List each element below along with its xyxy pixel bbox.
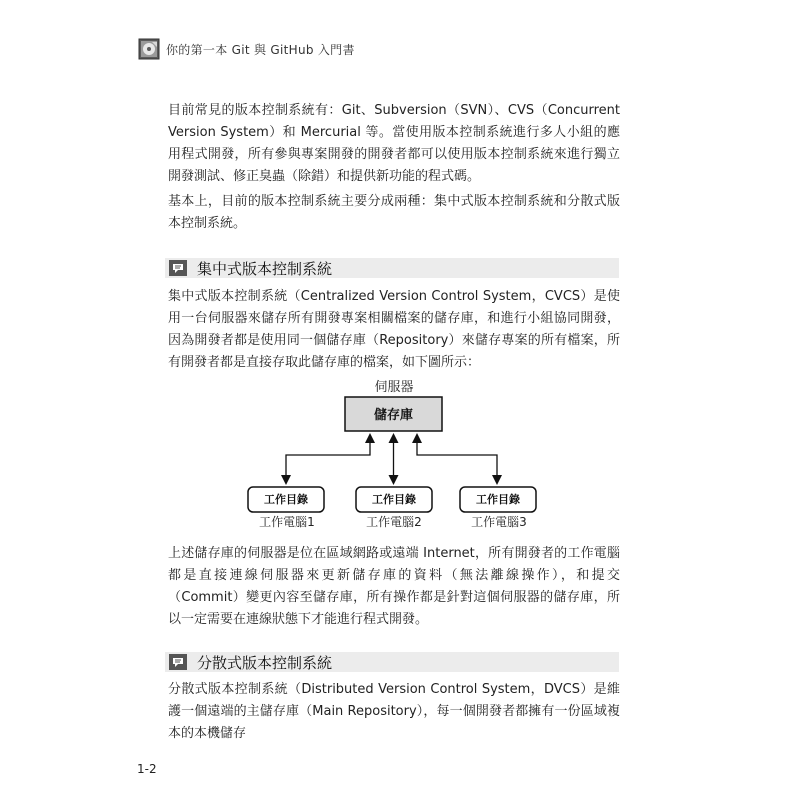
page-number: 1-2	[137, 762, 157, 776]
client-box-label: 工作目錄	[372, 493, 416, 506]
client-caption: 工作電腦3	[471, 515, 527, 529]
basic-paragraph: 基本上，目前的版本控制系統主要分成兩種：集中式版本控制系統和分散式版本控制系統。	[168, 194, 620, 231]
client-caption: 工作電腦2	[366, 515, 422, 529]
client-box-1	[248, 487, 324, 512]
client-caption: 工作電腦1	[259, 515, 315, 529]
client-box-label: 工作目錄	[476, 493, 520, 506]
speech-bubble-icon	[169, 654, 187, 670]
section-title: 集中式版本控制系統	[197, 259, 333, 278]
centralized-paragraph: 集中式版本控制系統（Centralized Version Control System，CVCS）是使用一台伺服器來儲存所有開發專案相關檔案的儲存庫，和進行小組協同開發，因為開發者都是使用同一個儲存庫（Repository）來儲存專案的所有檔案，所有開發者都是直接存取此儲存庫的檔案，如下圖所示：	[168, 289, 620, 370]
repository-box	[345, 397, 442, 431]
connector-right	[417, 438, 497, 480]
client-box-2	[356, 487, 432, 512]
connector-left	[286, 438, 370, 480]
repository-explanation-paragraph: 上述儲存庫的伺服器是位在區域網路或遠端 Internet，所有開發者的工作電腦都是直接連線伺服器來更新儲存庫的資料（無法離線操作），和提交（Commit）變更內容至儲存庫，所有操作都是針對這個伺服器的儲存庫，所以一定需要在連線狀態下才能進行程式開發。	[168, 546, 620, 627]
section-header-distributed	[165, 652, 619, 672]
repository-label: 儲存庫	[373, 408, 414, 423]
intro-paragraph: 目前常見的版本控制系統有：Git、Subversion（SVN）、CVS（Concurrent Version System）和 Mercurial 等。當使用版本控制系統進行多人小組的應用程式開發，所有參與專案開發的開發者都可以使用版本控制系統來進行獨立開發測試、修正臭蟲（除錯）和提供新功能的程式碼。	[168, 103, 620, 184]
distributed-paragraph: 分散式版本控制系統（Distributed Version Control System，DVCS）是維護一個遠端的主儲存庫（Main Repository），每一個開發者都擁有一份區域複本的本機儲存	[168, 682, 620, 741]
server-label: 伺服器	[374, 380, 414, 395]
client-box-label: 工作目錄	[264, 493, 308, 506]
book-title: 你的第一本 Git 與 GitHub 入門書	[166, 42, 355, 57]
section-title: 分散式版本控制系統	[197, 653, 333, 672]
client-box-3	[460, 487, 536, 512]
